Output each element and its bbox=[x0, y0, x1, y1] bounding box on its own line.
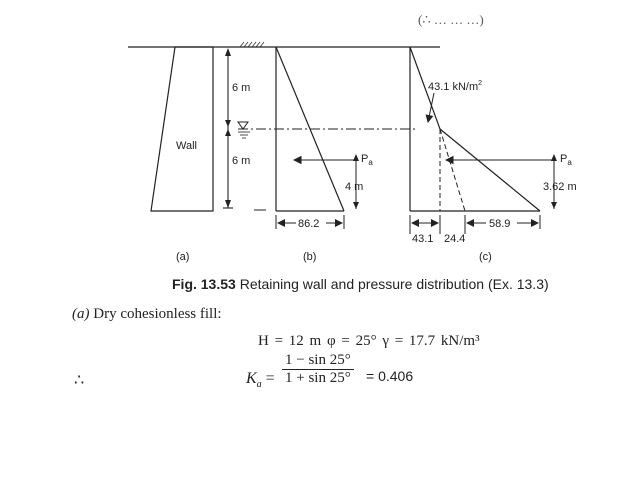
ka-result: = 0.406 bbox=[366, 368, 414, 384]
pressure-top-label: 43.1 $kN/m^2$ bbox=[428, 80, 483, 93]
arrow-up-icon bbox=[225, 48, 231, 56]
given-values: H = 12 m φ = 25° γ = 17.7 kN/m³ bbox=[258, 333, 480, 349]
arrow-down-icon bbox=[225, 120, 231, 127]
diagram-c bbox=[410, 47, 577, 245]
total-pressure-line bbox=[440, 129, 540, 211]
base-value-label: 86.2 bbox=[298, 218, 320, 230]
water-table-icon bbox=[238, 122, 248, 129]
ka-numerator: 1 − sin 25° bbox=[285, 352, 351, 368]
arrow-up-icon bbox=[551, 154, 557, 161]
depth-top-label: 6 m bbox=[232, 82, 251, 94]
arrow-down-icon bbox=[353, 202, 359, 209]
pa-label: $P_a$ bbox=[361, 153, 373, 167]
arrow-up-icon bbox=[225, 129, 231, 136]
diagram-b bbox=[276, 47, 373, 230]
subfigure-label-b: (b) bbox=[303, 251, 317, 263]
wall-label: Wall bbox=[176, 140, 197, 152]
figure-caption bbox=[172, 276, 549, 292]
therefore-symbol: ∴ bbox=[74, 372, 85, 389]
subfigure-label-a: (a) bbox=[176, 251, 190, 263]
part-text: Dry cohesionless fill: bbox=[89, 306, 222, 322]
dashed-effective-line bbox=[440, 129, 465, 211]
part-label: (a) bbox=[72, 306, 90, 322]
header-fragment: (∴ … … …) bbox=[418, 12, 484, 27]
depth-bottom-label: 6 m bbox=[232, 155, 251, 167]
base-value-mid-label: 24.4 bbox=[444, 233, 466, 245]
arrow-up-icon bbox=[353, 154, 359, 161]
backfill-hatch-icon bbox=[240, 42, 264, 47]
ka-denominator: 1 + sin 25° bbox=[282, 369, 354, 387]
arrow-down-icon bbox=[551, 202, 557, 209]
pa-height-label: 4 m bbox=[345, 181, 364, 193]
pa-height-label: 3.62 m bbox=[543, 181, 577, 193]
base-value-right-label: 58.9 bbox=[489, 218, 511, 230]
pa-label: $P_a$ bbox=[560, 153, 572, 167]
arrow-down-icon bbox=[225, 200, 231, 208]
figure-caption-text: Retaining wall and pressure distribution (Ex. 13.3) bbox=[235, 276, 549, 292]
ka-fraction bbox=[282, 352, 354, 387]
figure-number: Fig. 13.53 bbox=[172, 276, 236, 292]
ka-symbol: $K_a$ = bbox=[246, 370, 275, 391]
diagram-a bbox=[151, 42, 266, 211]
wall-shape bbox=[151, 47, 213, 211]
subfigure-label-c: (c) bbox=[479, 251, 492, 263]
part-heading bbox=[72, 306, 222, 323]
base-value-left-label: 43.1 bbox=[412, 233, 434, 245]
